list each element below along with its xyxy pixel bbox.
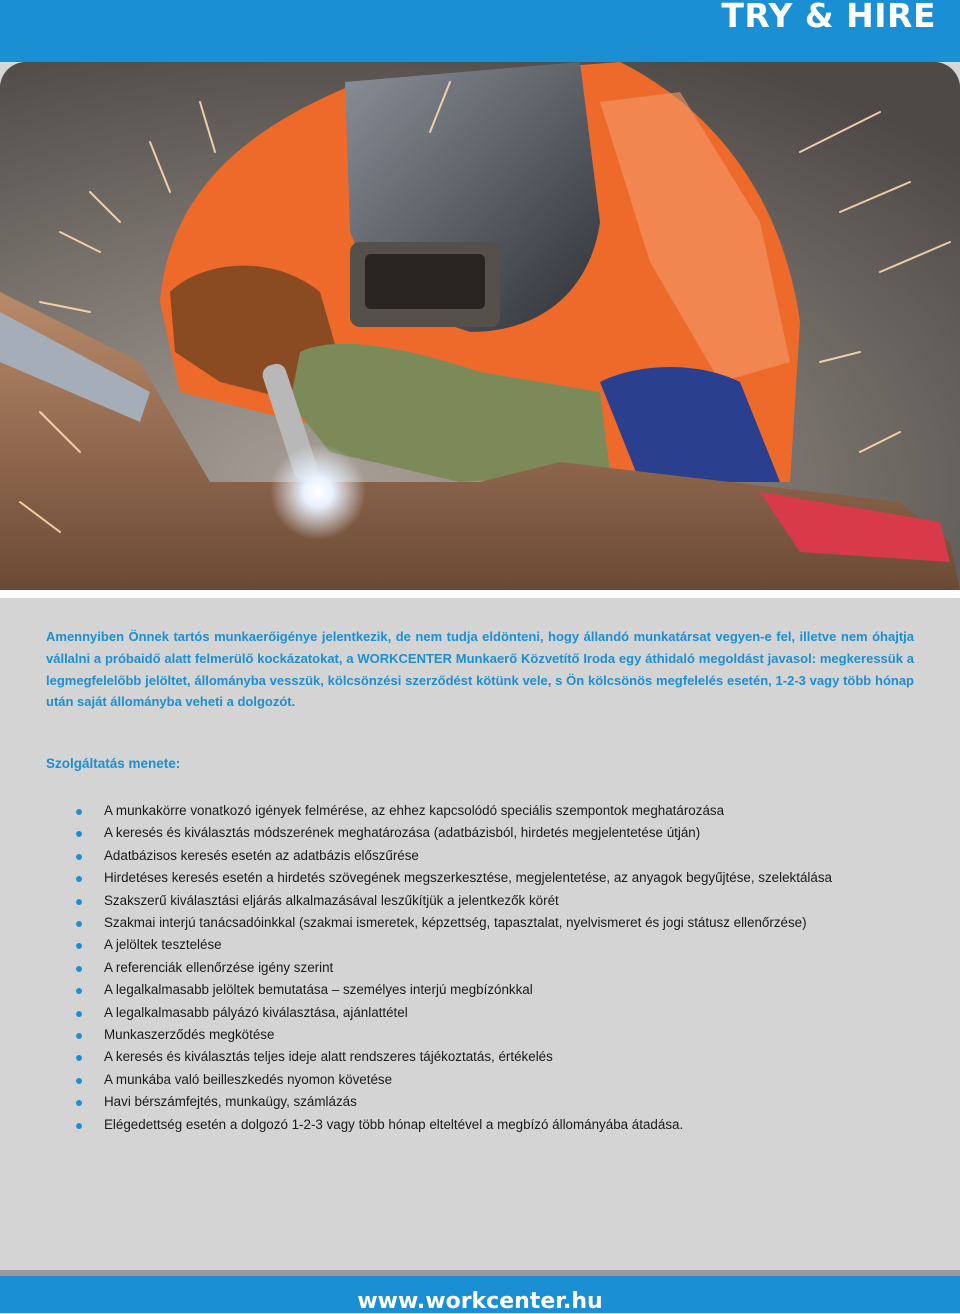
list-item: Szakmai interjú tanácsadóinkkal (szakmai ismeretek, képzettség, tapasztalat, nyelvismeret és jogi státusz ellenőrzése) — [76, 912, 916, 934]
list-item: A keresés és kiválasztás módszerének meghatározása (adatbázisból, hirdetés megjelentetése útján) — [76, 822, 916, 844]
bullet-icon — [76, 1011, 82, 1017]
bullet-icon — [76, 854, 82, 860]
bullet-icon — [76, 809, 82, 815]
list-item: A munkába való beilleszkedés nyomon követése — [76, 1069, 916, 1091]
list-item: A keresés és kiválasztás teljes ideje alatt rendszeres tájékoztatás, értékelés — [76, 1046, 916, 1068]
list-item: A legalkalmasabb jelöltek bemutatása – személyes interjú megbízónkkal — [76, 979, 916, 1001]
bullet-icon — [76, 921, 82, 927]
header-title: TRY & HIRE — [721, 0, 936, 35]
bullet-icon — [76, 899, 82, 905]
bullet-icon — [76, 1123, 82, 1129]
bullet-icon — [76, 988, 82, 994]
list-item: A legalkalmasabb pályázó kiválasztása, ajánlattétel — [76, 1002, 916, 1024]
list-item: Munkaszerződés megkötése — [76, 1024, 916, 1046]
services-title: Szolgáltatás menete: — [46, 756, 181, 771]
list-item: A referenciák ellenőrzése igény szerint — [76, 957, 916, 979]
services-list — [76, 800, 916, 1136]
bullet-icon — [76, 966, 82, 972]
bullet-icon — [76, 1055, 82, 1061]
photo-divider — [0, 590, 960, 598]
hero-photo — [0, 62, 960, 590]
welder-photo-illustration — [0, 62, 960, 590]
bullet-icon — [76, 876, 82, 882]
bullet-icon — [76, 943, 82, 949]
list-item: Hirdetéses keresés esetén a hirdetés szövegének megszerkesztése, megjelentetése, az anyagok begyűjtése, szelektálása — [76, 867, 916, 889]
bullet-icon — [76, 831, 82, 837]
bullet-icon — [76, 1033, 82, 1039]
bullet-icon — [76, 1100, 82, 1106]
list-item: Adatbázisos keresés esetén az adatbázis előszűrése — [76, 845, 916, 867]
content-panel — [0, 598, 960, 1270]
list-item: A jelöltek tesztelése — [76, 934, 916, 956]
bullet-icon — [76, 1078, 82, 1084]
list-item: Szakszerű kiválasztási eljárás alkalmazásával leszűkítjük a jelentkezők körét — [76, 890, 916, 912]
footer-website-link[interactable]: www.workcenter.hu — [357, 1289, 603, 1314]
list-item: Elégedettség esetén a dolgozó 1-2-3 vagy több hónap elteltével a megbízó állományába átadása. — [76, 1114, 916, 1136]
footer-bar — [0, 1276, 960, 1313]
list-item: Havi bérszámfejtés, munkaügy, számlázás — [76, 1091, 916, 1113]
header-bar — [0, 0, 960, 62]
intro-paragraph: Amennyiben Önnek tartós munkaerőigénye jelentkezik, de nem tudja eldönteni, hogy állandó munkatársat vegyen-e fel, illetve nem óhajtja vállalni a próbaidő alatt felmerülő kockázatokat, a WORKCENTER Munkaerő Közvetítő Iroda egy áthidaló megoldást javasol: megkeressük a legmegfelelőbb jelöltet, állományba vesszük, kölcsönzési szerződést kötünk vele, s Ön kölcsönös megfelelés esetén, 1-2-3 vagy több hónap után saját állományba veheti a dolgozót. — [46, 629, 914, 710]
list-item: A munkakörre vonatkozó igények felmérése, az ehhez kapcsolódó speciális szempontok meghatározása — [76, 800, 916, 822]
